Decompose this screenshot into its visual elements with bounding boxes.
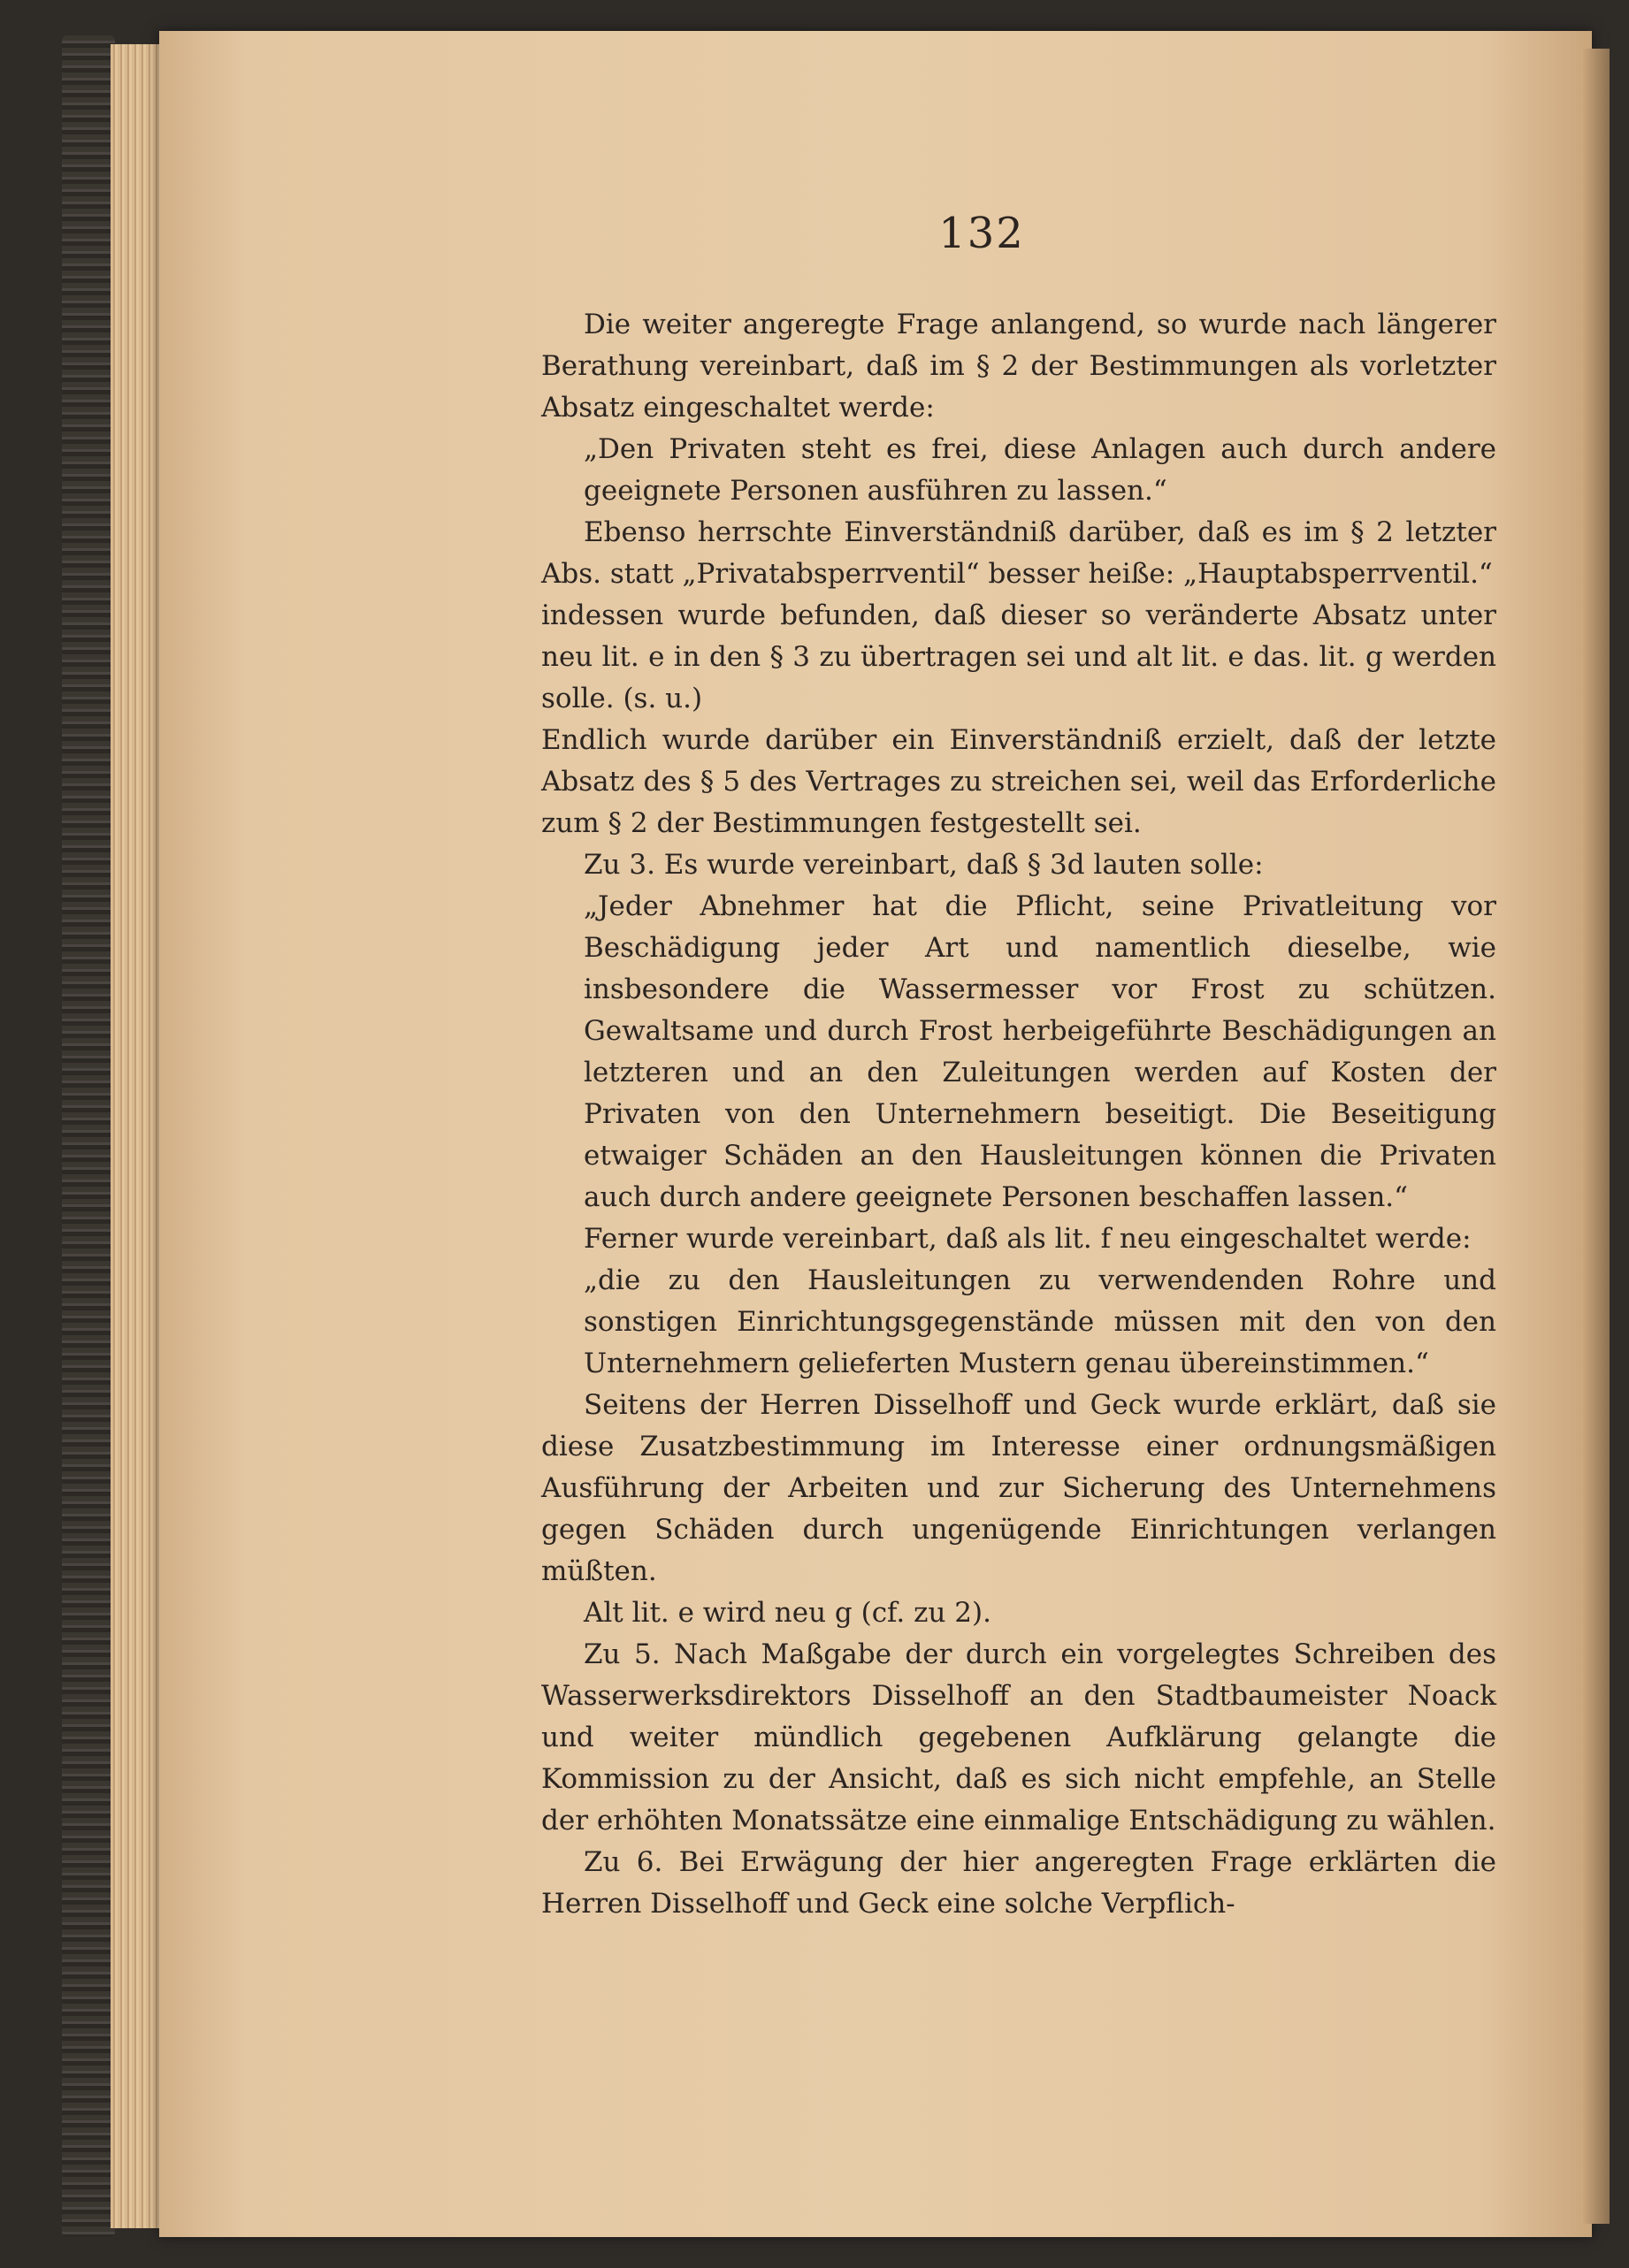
paragraph: Ebenso herrschte Einverständniß darüber, daß es im § 2 letzter Abs. statt „Privatabsperrventil“ besser heiße: „Hauptabsperrventil.“ (541, 516, 1496, 590)
paragraph: Die weiter angeregte Frage anlangend, so wurde nach längerer Berathung vereinbart, daß im § 2 der Bestimmungen als vorletzter Absatz eingeschaltet werde: (541, 309, 1496, 424)
book-spine (62, 35, 115, 2237)
page-right-edge (1583, 49, 1610, 2224)
paragraph: Alt lit. e wird neu g (cf. zu 2). (584, 1597, 991, 1629)
quoted-provision: „die zu den Hausleitungen zu verwendenden Rohre und sonstigen Einrichtungsgegenstände müssen mit den von den Unternehmern gelieferten Mustern genau übereinstimmen.“ (584, 1264, 1496, 1379)
section-zu-6: Zu 6. Bei Erwägung der hier angeregten Frage erklärten die Herren Disselhoff und Geck eine solche Verpflich- (541, 1846, 1496, 1920)
section-zu-5: Zu 5. Nach Maßgabe der durch ein vorgelegtes Schreiben des Wasserwerksdirektors Disselhoff an den Stadtbaumeister Noack und weiter mündlich gegebenen Aufklärung gelangte die Kommission zu der Ansicht, daß es sich nicht empfehle, an Stelle der erhöhten Monatssätze eine einmalige Entschädigung zu wählen. (541, 1638, 1496, 1837)
page-body-text (541, 304, 1496, 1925)
paragraph: indessen wurde befunden, daß dieser so veränderte Absatz unter neu lit. e in den § 3 zu übertragen sei und alt lit. e das. lit. g werden solle. (s. u.) (541, 599, 1496, 714)
quoted-provision: „Jeder Abnehmer hat die Pflicht, seine Privatleitung vor Beschädigung jeder Art und namentlich dieselbe, wie insbesondere die Wassermesser vor Frost zu schützen. Gewaltsame und durch Frost herbeigeführte Beschädigungen an letzteren und an den Zuleitungen werden auf Kosten der Privaten von den Unternehmern beseitigt. Die Beseitigung etwaiger Schäden an den Hausleitungen können die Privaten auch durch andere geeignete Personen beschaffen lassen.“ (584, 890, 1496, 1213)
page-number: 132 (938, 209, 1025, 258)
section-heading-zu-3: Zu 3. Es wurde vereinbart, daß § 3d lauten solle: (584, 849, 1264, 881)
paragraph: Seitens der Herren Disselhoff und Geck wurde erklärt, daß sie diese Zusatzbestimmung im Interesse einer ordnungsmäßigen Ausführung der Arbeiten und zur Sicherung des Unternehmens gegen Schäden durch ungenügende Einrichtungen verlangen müßten. (541, 1389, 1496, 1587)
paragraph: Endlich wurde darüber ein Einverständniß erzielt, daß der letzte Absatz des § 5 des Vertrages zu streichen sei, weil das Erforderliche zum § 2 der Bestimmungen festgestellt sei. (541, 724, 1496, 839)
quoted-provision: „Den Privaten steht es frei, diese Anlagen auch durch andere geeignete Personen ausführen zu lassen.“ (584, 433, 1496, 507)
paragraph: Ferner wurde vereinbart, daß als lit. f neu eingeschaltet werde: (584, 1223, 1472, 1255)
